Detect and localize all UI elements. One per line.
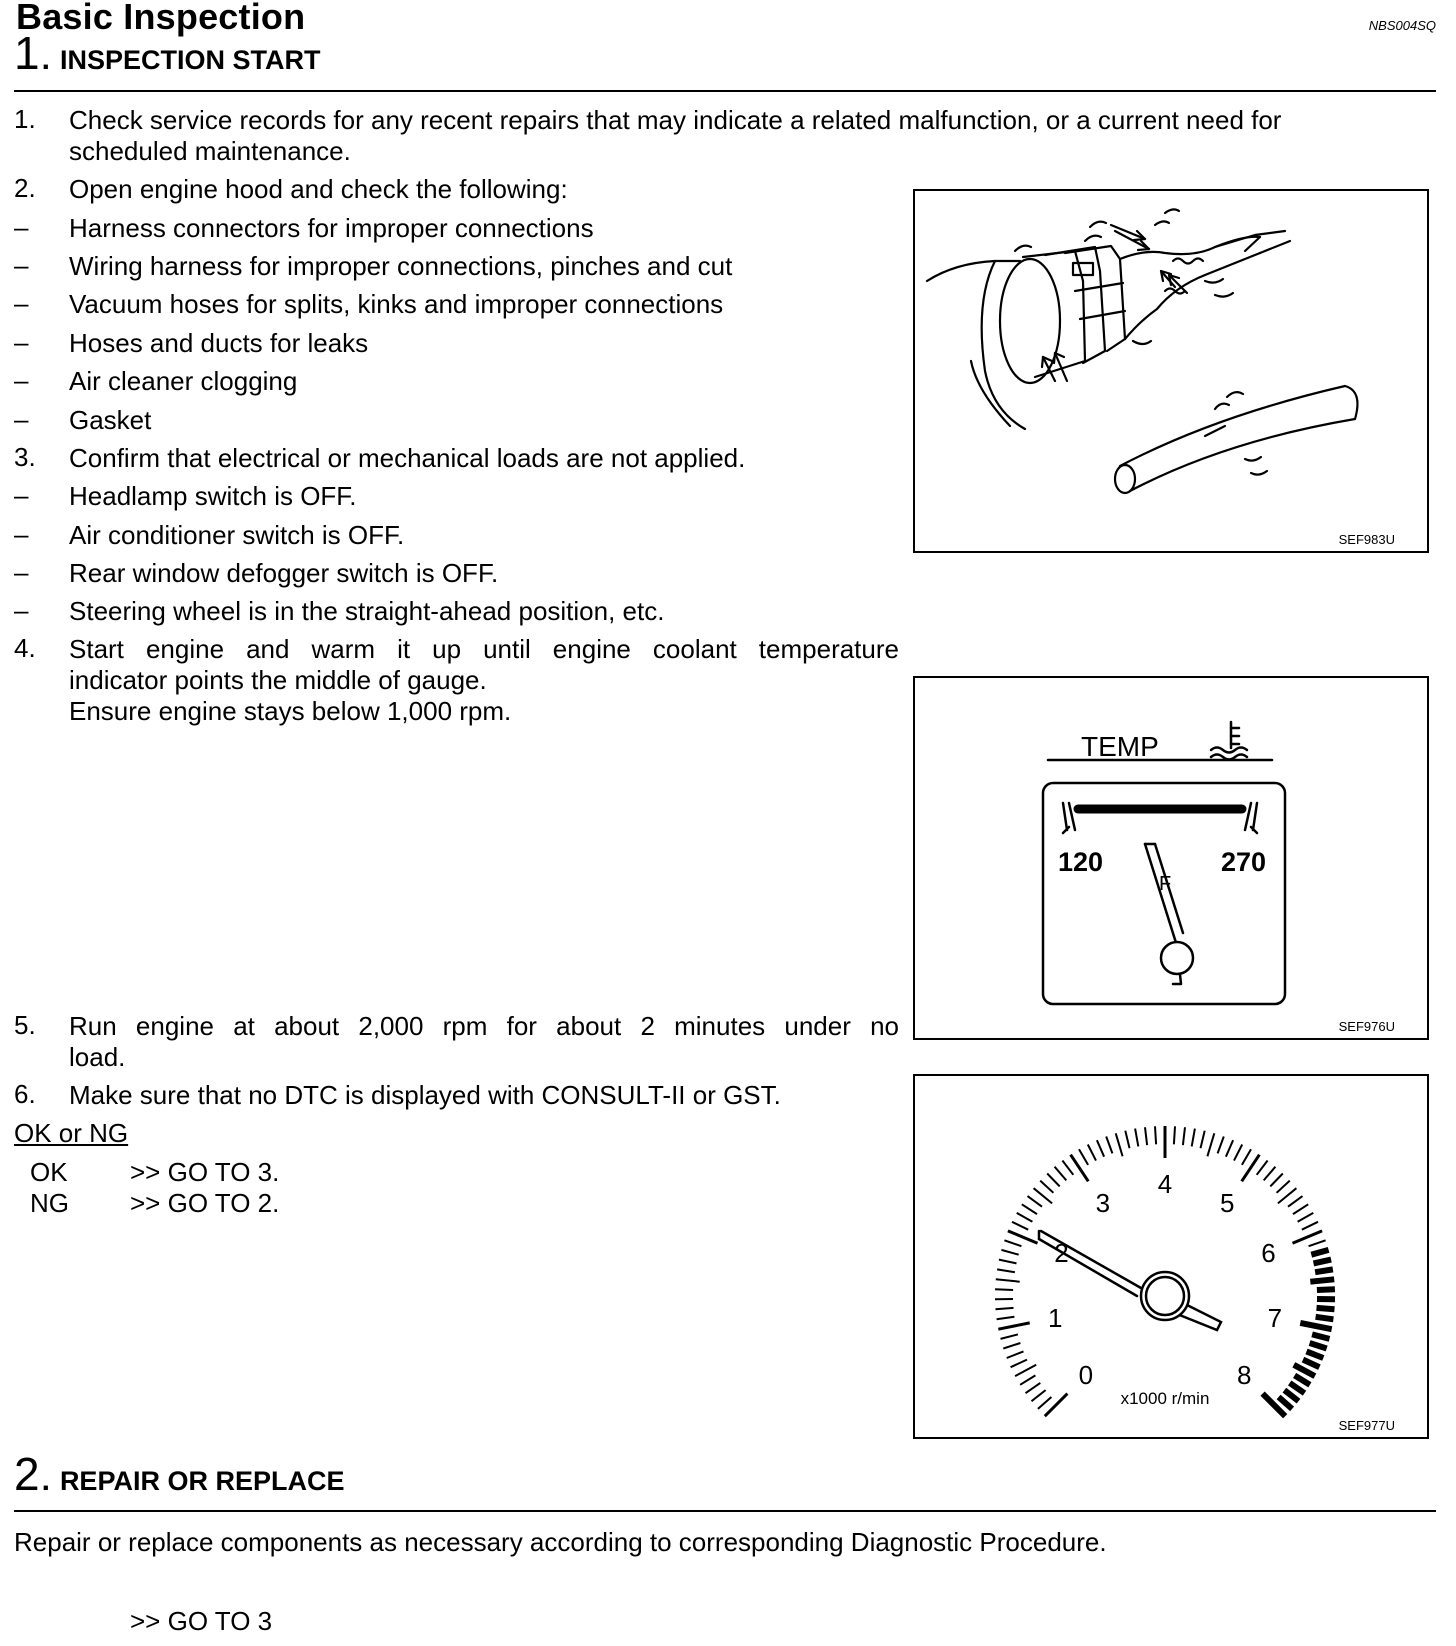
tach-tick [1145, 1127, 1147, 1145]
item-2a-marker: – [14, 212, 29, 242]
page-title: Basic Inspection [16, 0, 306, 37]
item-3-marker: 3. [14, 442, 36, 472]
tach-tick [1088, 1145, 1096, 1161]
item-3a-text: Headlamp switch is OFF. [69, 481, 357, 511]
item-3d-marker: – [14, 595, 29, 625]
result-ok-action: >> GO TO 3. [130, 1157, 280, 1187]
tach-tick [1106, 1137, 1112, 1154]
item-3a-marker: – [14, 480, 29, 510]
tach-tick [1047, 1174, 1060, 1187]
item-5-line-2: load. [69, 1042, 126, 1072]
tach-numeral: 2 [1054, 1238, 1069, 1269]
tach-tick [1040, 1181, 1053, 1193]
tach-tick [1300, 1323, 1331, 1329]
item-4-line-3: Ensure engine stays below 1,000 rpm. [69, 696, 512, 726]
step-2-number: 2 [14, 1448, 40, 1500]
tach-tick [1032, 1390, 1046, 1401]
step-1-heading: 1 . INSPECTION START [14, 27, 321, 79]
tach-tick [1316, 1317, 1334, 1320]
tach-tick [1183, 1127, 1185, 1145]
tach-tick [1284, 1390, 1298, 1401]
tach-tick [1312, 1334, 1329, 1339]
item-2f-text: Gasket [69, 405, 152, 435]
item-2c-text: Vacuum hoses for splits, kinks and improper connections [69, 289, 724, 319]
tach-numeral: 5 [1219, 1187, 1235, 1218]
tach-tick [1302, 1222, 1318, 1230]
item-2e-marker: – [14, 365, 29, 395]
tach-tick [1001, 1250, 1018, 1255]
tach-tick [1174, 1126, 1175, 1144]
tach-tick [1257, 1161, 1268, 1175]
figure-tachometer [913, 1074, 1429, 1439]
temp-label: TEMP [1081, 731, 1159, 762]
tach-tick [1062, 1161, 1073, 1175]
tach-tick [1034, 1188, 1053, 1203]
tach-tick [1317, 1289, 1335, 1290]
tach-numeral: 0 [1078, 1360, 1094, 1391]
tach-tick [1278, 1188, 1297, 1203]
tach-tick [1277, 1181, 1290, 1193]
tach-tick [1038, 1397, 1052, 1409]
tach-tick [997, 1317, 1015, 1320]
figure-2-code: SEF976U [1338, 1019, 1395, 1034]
tach-numeral: 1 [1047, 1302, 1063, 1333]
tach-tick [1295, 1375, 1310, 1384]
tach-tick [1116, 1133, 1123, 1156]
tach-tick [1314, 1260, 1332, 1264]
item-6-text: Make sure that no DTC is displayed with CONSULT-II or GST. [69, 1080, 781, 1110]
tach-tick [1022, 1204, 1037, 1214]
tach-tick [1020, 1375, 1035, 1384]
tach-tick [1242, 1149, 1251, 1165]
figure-3-code: SEF977U [1338, 1418, 1395, 1433]
tach-tick [1079, 1149, 1088, 1165]
tach-tick [1017, 1213, 1033, 1222]
figure-1-code: SEF983U [1338, 532, 1395, 547]
step-2-divider [14, 1510, 1436, 1512]
temp-high-value: 270 [1221, 847, 1267, 877]
tachometer-illustration [915, 1076, 1426, 1436]
item-2a-text: Harness connectors for improper connections [69, 213, 594, 243]
tach-tick [1003, 1343, 1020, 1349]
tach-tick [995, 1289, 1013, 1290]
item-4-line-1: Start engine and warm it up until engine coolant temperature [69, 634, 899, 664]
tach-tick [997, 1269, 1015, 1272]
tach-tick [1007, 1351, 1024, 1358]
tach-tick [1008, 1231, 1038, 1243]
tach-tick [996, 1308, 1014, 1309]
tach-numeral: 8 [1236, 1360, 1252, 1391]
tach-tick [1192, 1129, 1195, 1147]
harness-connector-illustration [915, 191, 1426, 550]
tach-tick [1290, 1383, 1305, 1393]
tach-tick [1097, 1140, 1104, 1157]
tach-tick [1218, 1137, 1224, 1154]
tach-tick [1279, 1397, 1293, 1409]
tach-tick [1045, 1394, 1068, 1417]
item-5-marker: 5. [14, 1010, 36, 1040]
tach-tick [1270, 1174, 1283, 1187]
tach-tick [1071, 1155, 1089, 1182]
tach-tick [1310, 1343, 1327, 1349]
tach-tick [1004, 1240, 1021, 1246]
tach-tick [1155, 1126, 1156, 1144]
tach-tick [1303, 1360, 1319, 1368]
item-2e-text: Air cleaner clogging [69, 366, 298, 396]
tach-tick [1026, 1383, 1041, 1393]
tach-tick [999, 1260, 1017, 1264]
tach-tick [1242, 1155, 1260, 1182]
tach-tick [1234, 1145, 1242, 1161]
item-1-marker: 1. [14, 104, 36, 134]
tach-tick [1315, 1269, 1333, 1272]
temp-gauge-illustration [915, 678, 1426, 1037]
item-2b-marker: – [14, 250, 29, 280]
result-ng-status: NG [30, 1188, 69, 1218]
tach-unit-label: x1000 r/min [1120, 1389, 1210, 1408]
item-2-marker: 2. [14, 173, 36, 203]
tach-tick [1288, 1196, 1303, 1207]
tach-tick [1309, 1240, 1326, 1246]
item-2c-marker: – [14, 288, 29, 318]
tach-numeral: 7 [1267, 1302, 1283, 1333]
item-4-marker: 4. [14, 633, 36, 663]
result-label: OK or NG [14, 1118, 129, 1148]
tach-tick [1135, 1129, 1138, 1147]
item-1-line-2: scheduled maintenance. [69, 136, 351, 166]
step-2-action: >> GO TO 3 [130, 1606, 273, 1636]
item-3b-marker: – [14, 519, 29, 549]
item-2b-text: Wiring harness for improper connections, pinches and cut [69, 251, 733, 281]
tach-tick [1001, 1334, 1018, 1339]
item-3b-text: Air conditioner switch is OFF. [69, 520, 405, 550]
tach-tick [1311, 1250, 1328, 1255]
tach-tick [1293, 1204, 1308, 1214]
tach-tick [1011, 1360, 1027, 1368]
item-1-line-1: Check service records for any recent repairs that may indicate a related malfunction, or a current need for [69, 105, 1282, 135]
tach-tick [1310, 1279, 1334, 1281]
tach-tick [1028, 1196, 1043, 1207]
item-3c-marker: – [14, 557, 29, 587]
tach-tick [1293, 1231, 1323, 1243]
tach-tick [996, 1279, 1020, 1281]
item-3d-text: Steering wheel is in the straight-ahead position, etc. [69, 596, 665, 626]
item-6-marker: 6. [14, 1079, 36, 1109]
result-ok-status: OK [30, 1157, 68, 1187]
tach-numeral: 6 [1261, 1238, 1276, 1269]
tach-tick [1298, 1213, 1314, 1222]
tach-tick [1226, 1140, 1233, 1157]
tach-tick [998, 1323, 1029, 1329]
item-5-line-1: Run engine at about 2,000 rpm for about 2 minutes under no [69, 1011, 899, 1041]
item-3-text: Confirm that electrical or mechanical loads are not applied. [69, 443, 746, 473]
item-4-line-2: indicator points the middle of gauge. [69, 665, 487, 695]
step-2-text: Repair or replace components as necessary according to corresponding Diagnostic Procedure. [14, 1527, 1107, 1557]
tach-tick [1264, 1167, 1276, 1181]
figure-harness-connector [913, 189, 1429, 553]
tach-numeral: 4 [1157, 1169, 1173, 1199]
step-1-divider [14, 90, 1436, 92]
temp-needle-letter: F [1159, 873, 1172, 895]
tach-tick [1307, 1351, 1324, 1358]
tach-tick [1207, 1133, 1214, 1156]
tach-tick [1015, 1365, 1036, 1376]
tach-tick [1317, 1308, 1335, 1309]
step-2-title: REPAIR OR REPLACE [59, 1466, 345, 1496]
tach-tick [1012, 1222, 1028, 1230]
item-2-line-1: Open engine hood and check the following: [69, 174, 568, 204]
tach-tick [1125, 1131, 1129, 1149]
tach-numeral: 3 [1095, 1187, 1111, 1218]
step-1-number: 1 [14, 27, 40, 79]
step-2-heading: 2 . REPAIR OR REPLACE [14, 1448, 345, 1500]
item-3c-text: Rear window defogger switch is OFF. [69, 558, 499, 588]
item-2d-marker: – [14, 327, 29, 357]
result-ng-action: >> GO TO 2. [130, 1188, 280, 1218]
tach-tick [1055, 1167, 1067, 1181]
tach-tick [1201, 1131, 1205, 1149]
item-2d-text: Hoses and ducts for leaks [69, 328, 369, 358]
temp-low-value: 120 [1058, 847, 1104, 877]
step-1-title: INSPECTION START [59, 45, 321, 75]
item-2f-marker: – [14, 404, 29, 434]
document-code: NBS004SQ [1368, 18, 1436, 33]
figure-temp-gauge [913, 676, 1429, 1040]
